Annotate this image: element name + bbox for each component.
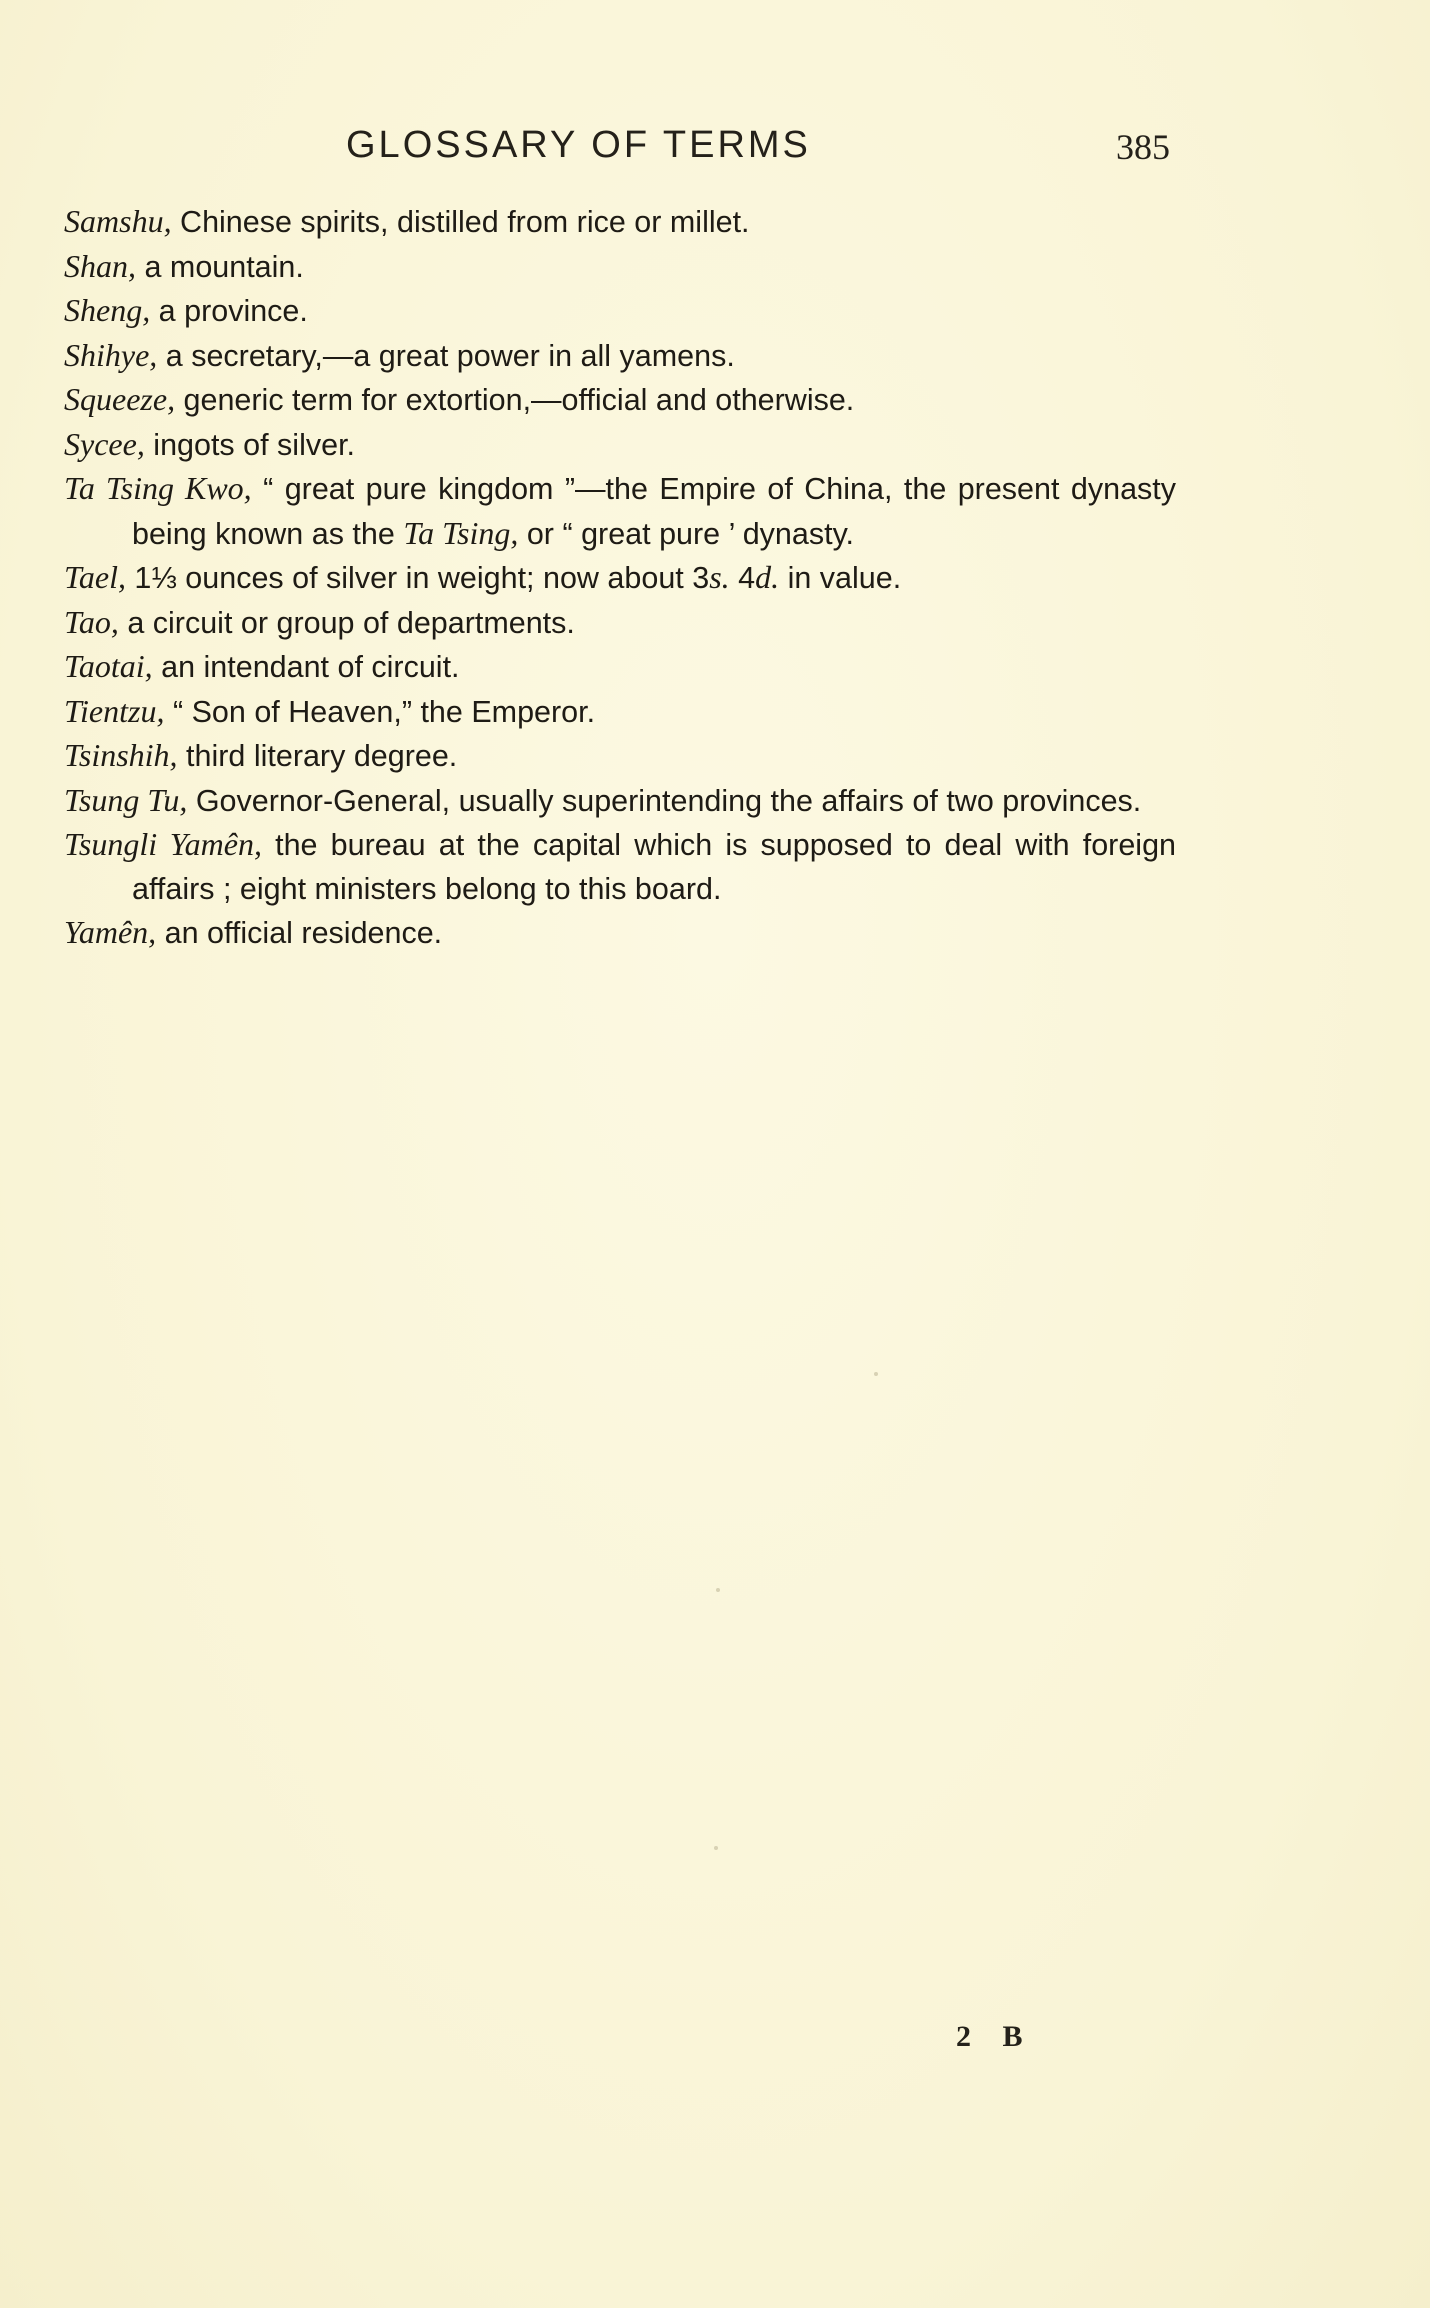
glossary-term: Tsung Tu, — [64, 781, 188, 818]
glossary-entry-tientzu — [64, 690, 1176, 735]
glossary-definition: an official residence. — [156, 916, 443, 950]
glossary-term: Samshu, — [64, 203, 172, 239]
glossary-term: Ta Tsing Kwo, — [64, 470, 252, 506]
glossary-entry-squeeze — [64, 378, 1176, 423]
glossary-term: Sheng, — [64, 292, 151, 328]
page-number: 385 — [1116, 127, 1170, 167]
glossary-entry-yamen — [64, 911, 1176, 956]
glossary-term: Tao, — [64, 603, 119, 640]
glossary-definition: a province. — [150, 294, 308, 328]
glossary-term: Shihye, — [64, 336, 158, 373]
glossary-entry-shihye — [64, 334, 1176, 379]
glossary-term: Taotai, — [64, 648, 153, 684]
glossary-definition-italic: Ta Tsing, — [403, 514, 519, 551]
glossary-term: Squeeze, — [64, 381, 176, 417]
glossary-definition: 1⅓ ounces of silver in weight; now about 3 — [125, 561, 710, 595]
glossary-definition-italic: s. — [709, 559, 730, 595]
glossary-definition: ingots of silver. — [144, 427, 356, 462]
running-head — [64, 124, 1170, 174]
glossary-entry-tsungli-yamen — [64, 823, 1176, 911]
glossary-entry-samshu — [64, 200, 1176, 245]
paper-speck — [874, 1372, 878, 1376]
glossary-entry-tsung-tu — [64, 779, 1176, 824]
glossary-term: Tientzu, — [64, 692, 165, 729]
glossary-definition: “ great pure kingdom ”—the Empire of China, the present dynasty being known as the — [132, 472, 1177, 551]
signature-mark: 2 B — [956, 2020, 1035, 2053]
glossary-entry-tael — [64, 556, 1176, 601]
glossary-definition: a secretary,—a great power in all yamens. — [157, 338, 735, 373]
glossary-definition: or “ great pure ’ dynasty. — [518, 516, 855, 551]
glossary-entry-tao — [64, 601, 1176, 646]
glossary-entry-sheng — [64, 289, 1176, 334]
glossary-definition: an intendant of circuit. — [152, 650, 460, 684]
glossary-definition: third literary degree. — [177, 739, 458, 773]
glossary-entry-ta-tsing-kwo — [64, 467, 1176, 556]
glossary-definition: Governor-General, usually superintending the affairs of two provinces. — [187, 783, 1142, 818]
glossary-list — [64, 200, 1176, 956]
paper-speck — [716, 1588, 720, 1592]
glossary-term: Shan, — [64, 247, 136, 284]
glossary-definition: the bureau at the capital which is supposed to deal with foreign affairs ; eight ministers belong to this board. — [132, 828, 1177, 906]
running-title: GLOSSARY OF TERMS — [346, 124, 811, 166]
glossary-definition: in value. — [779, 561, 902, 595]
glossary-term: Sycee, — [64, 425, 145, 462]
glossary-term: Tael, — [64, 559, 126, 595]
glossary-definition-italic: d. — [755, 559, 780, 595]
glossary-definition: Chinese spirits, distilled from rice or millet. — [171, 205, 750, 239]
glossary-entry-tsinshih — [64, 734, 1176, 779]
glossary-definition: “ Son of Heaven,” the Emperor. — [164, 694, 596, 729]
glossary-definition: a mountain. — [136, 249, 304, 284]
glossary-entry-taotai — [64, 645, 1176, 690]
glossary-entry-shan — [64, 245, 1176, 290]
glossary-term: Tsinshih, — [64, 737, 178, 773]
paper-speck — [714, 1846, 718, 1850]
glossary-definition: 4 — [729, 561, 756, 595]
glossary-definition: generic term for extortion,—official and otherwise. — [175, 383, 855, 417]
glossary-definition: a circuit or group of departments. — [118, 605, 575, 640]
glossary-term: Tsungli Yamên, — [64, 826, 262, 862]
glossary-term: Yamên, — [64, 914, 157, 950]
glossary-entry-sycee — [64, 423, 1176, 468]
